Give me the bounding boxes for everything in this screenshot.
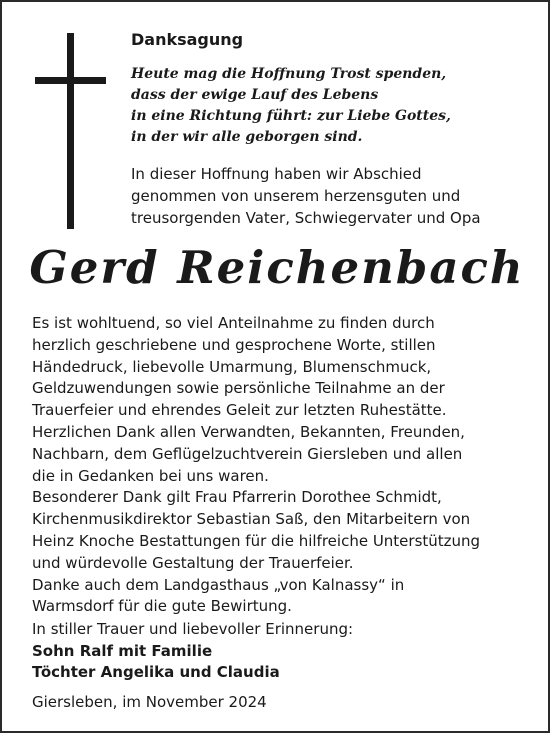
memorial-intro: In stiller Trauer und liebevoller Erinnerung: <box>32 620 354 638</box>
verse <box>131 64 451 148</box>
deceased-name: Gerd Reichenbach <box>29 241 525 294</box>
intro-line: genommen von unserem herzensguten und <box>131 187 461 205</box>
intro-line: treusorgenden Vater, Schwiegervater und Opa <box>131 209 481 227</box>
thanks-line: Geldzuwendungen sowie persönliche Teilnahme an der <box>32 379 445 398</box>
intro-text <box>131 163 481 229</box>
thanks-line: Warmsdorf für die gute Bewirtung. <box>32 597 292 616</box>
thanks-line: Herzlichen Dank allen Verwandten, Bekannten, Freunden, <box>32 422 465 441</box>
verse-line: in eine Richtung führt: zur Liebe Gottes, <box>131 108 451 124</box>
notice-heading: Danksagung <box>131 30 244 49</box>
thanks-line: Nachbarn, dem Geflügelzuchtverein Giersleben und allen <box>32 444 463 463</box>
verse-line: in der wir alle geborgen sind. <box>131 129 363 145</box>
verse-line: Heute mag die Hoffnung Trost spenden, <box>131 66 447 82</box>
thanks-line: Trauerfeier und ehrendes Geleit zur letzten Ruhestätte. <box>32 401 447 420</box>
place-date: Giersleben, im November 2024 <box>32 693 267 711</box>
memorial-signature <box>32 619 353 684</box>
thanks-line: Kirchenmusikdirektor Sebastian Saß, den Mitarbeitern von <box>32 510 471 529</box>
thanks-line: die in Gedanken bei uns waren. <box>32 466 269 485</box>
verse-line: dass der ewige Lauf des Lebens <box>131 87 379 103</box>
thanks-text <box>32 313 480 618</box>
intro-line: In dieser Hoffnung haben wir Abschied <box>131 165 422 183</box>
thanks-line: Heinz Knoche Bestattungen für die hilfreiche Unterstützung <box>32 531 481 550</box>
family-line: Sohn Ralf mit Familie <box>32 641 213 660</box>
thanks-line: herzlich geschriebene und gesprochene Worte, stillen <box>32 335 436 354</box>
thanks-line: Besonderer Dank gilt Frau Pfarrerin Dorothee Schmidt, <box>32 488 442 507</box>
thanks-line: Danke auch dem Landgasthaus „von Kalnassy“ in <box>32 575 405 594</box>
thanks-line: Es ist wohltuend, so viel Anteilnahme zu finden durch <box>32 314 435 332</box>
family-line: Töchter Angelika und Claudia <box>32 663 280 681</box>
thanks-line: und würdevolle Gestaltung der Trauerfeier. <box>32 553 354 572</box>
thanks-line: Händedruck, liebevolle Umarmung, Blumenschmuck, <box>32 357 432 376</box>
